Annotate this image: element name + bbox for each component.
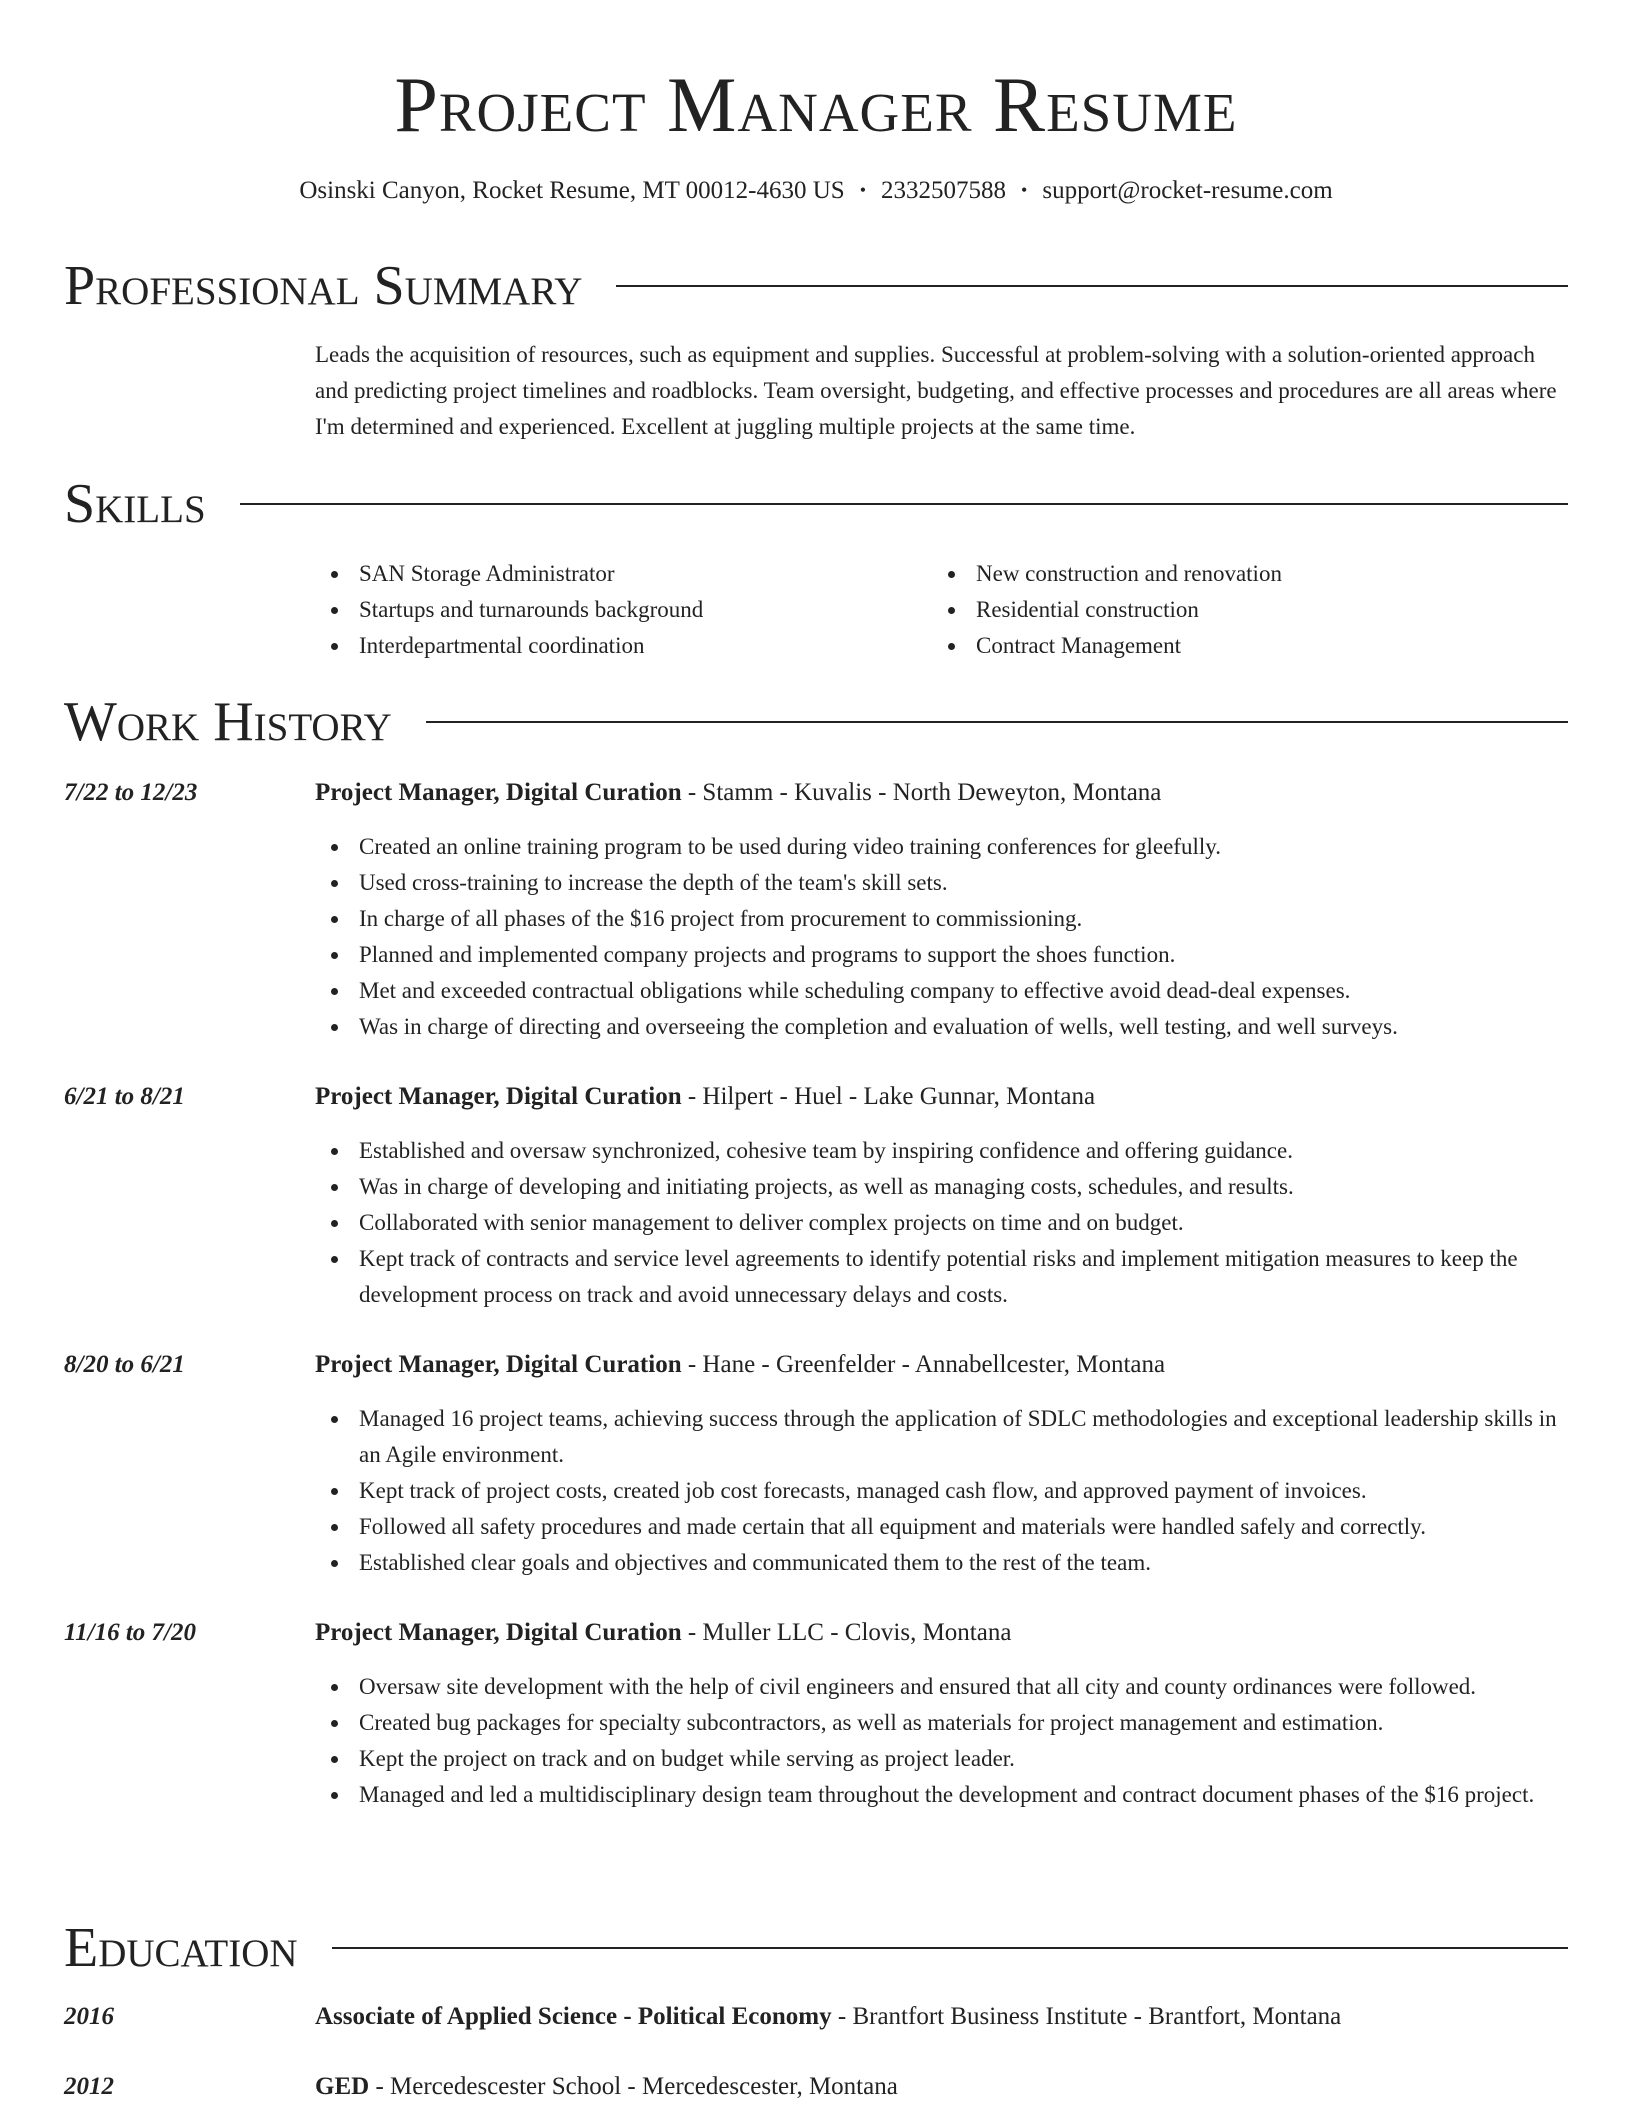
section-title-summary: Professional Summary xyxy=(64,255,583,317)
job-dates: 7/22 to 12/23 xyxy=(64,779,198,806)
job-bullet: Kept track of project costs, created job cost forecasts, managed cash flow, and approved payment of invoices. xyxy=(315,1473,1569,1509)
job-dates: 11/16 to 7/20 xyxy=(64,1619,196,1646)
job-bullet: Managed and led a multidisciplinary design team throughout the development and contract document phases of the $16 project. xyxy=(315,1777,1569,1813)
job-bullets xyxy=(315,1133,1569,1313)
summary-text: Leads the acquisition of resources, such as equipment and supplies. Successful at problem-solving with a solution-oriented approach and predicting project timelines and roadblocks. Team oversight, budgeting, and effective processes and procedures are all areas where I'm determined and experienced. Excellent at juggling multiple projects at the same time. xyxy=(315,342,1557,439)
skills-list-left xyxy=(315,556,915,664)
contact-email: support@rocket-resume.com xyxy=(1042,177,1333,204)
education-section-header xyxy=(64,1916,1568,1980)
education-degree: GED xyxy=(315,2073,370,2100)
job-bullet: Created bug packages for specialty subcontractors, as well as materials for project management and estimation. xyxy=(315,1705,1569,1741)
job-details: - Muller LLC - Clovis, Montana xyxy=(681,1619,1012,1646)
section-divider xyxy=(426,721,1568,723)
education-heading xyxy=(315,1999,1569,2035)
job-bullets xyxy=(315,829,1569,1045)
job-bullet: Was in charge of developing and initiating projects, as well as managing costs, schedules, and results. xyxy=(315,1169,1569,1205)
education-year: 2012 xyxy=(64,2073,114,2100)
job-details: - Stamm - Kuvalis - North Deweyton, Montana xyxy=(681,779,1162,806)
skill-item: Interdepartmental coordination xyxy=(315,628,915,664)
job-dates: 6/21 to 8/21 xyxy=(64,1083,185,1110)
job-heading xyxy=(315,1079,1569,1115)
education-year: 2016 xyxy=(64,2003,114,2030)
job-heading xyxy=(315,1347,1569,1383)
job-dates: 8/20 to 6/21 xyxy=(64,1351,185,1378)
job-heading xyxy=(315,775,1569,811)
job-bullet: In charge of all phases of the $16 project from procurement to commissioning. xyxy=(315,901,1569,937)
skill-item: Residential construction xyxy=(932,592,1532,628)
job-bullet: Followed all safety procedures and made certain that all equipment and materials were handled safely and correctly. xyxy=(315,1509,1569,1545)
education-details: - Brantfort Business Institute - Brantfort, Montana xyxy=(831,2003,1342,2030)
job-bullet: Established and oversaw synchronized, cohesive team by inspiring confidence and offering guidance. xyxy=(315,1133,1569,1169)
contact-line xyxy=(0,176,1632,207)
job-bullet: Was in charge of directing and overseeing the completion and evaluation of wells, well testing, and well surveys. xyxy=(315,1009,1569,1045)
skill-item: SAN Storage Administrator xyxy=(315,556,915,592)
job-bullet: Planned and implemented company projects and programs to support the shoes function. xyxy=(315,937,1569,973)
summary-section-header xyxy=(64,254,1568,318)
skill-item: Startups and turnarounds background xyxy=(315,592,915,628)
job-title: Project Manager, Digital Curation xyxy=(315,779,682,806)
skill-item: New construction and renovation xyxy=(932,556,1532,592)
contact-address: Osinski Canyon, Rocket Resume, MT 00012-4630 US xyxy=(299,177,845,204)
job-details: - Hane - Greenfelder - Annabellcester, Montana xyxy=(681,1351,1166,1378)
job-bullet: Oversaw site development with the help of civil engineers and ensured that all city and county ordinances were followed. xyxy=(315,1669,1569,1705)
job-bullet: Collaborated with senior management to deliver complex projects on time and on budget. xyxy=(315,1205,1569,1241)
job-bullet: Kept the project on track and on budget while serving as project leader. xyxy=(315,1741,1569,1777)
education-heading xyxy=(315,2069,1569,2105)
resume-title: Project Manager Resume xyxy=(394,61,1238,148)
job-bullets xyxy=(315,1669,1569,1813)
job-bullets xyxy=(315,1401,1569,1581)
section-divider xyxy=(240,503,1568,505)
section-divider xyxy=(616,285,1568,287)
job-title: Project Manager, Digital Curation xyxy=(315,1619,682,1646)
job-bullet: Created an online training program to be used during video training conferences for gleefully. xyxy=(315,829,1569,865)
contact-separator: • xyxy=(1021,180,1028,200)
job-details: - Hilpert - Huel - Lake Gunnar, Montana xyxy=(681,1083,1096,1110)
job-title: Project Manager, Digital Curation xyxy=(315,1083,682,1110)
contact-phone: 2332507588 xyxy=(881,177,1007,204)
skills-list-right xyxy=(932,556,1532,664)
skills-section-header xyxy=(64,472,1568,536)
job-title: Project Manager, Digital Curation xyxy=(315,1351,682,1378)
job-bullet: Met and exceeded contractual obligations while scheduling company to effective avoid dead-deal expenses. xyxy=(315,973,1569,1009)
job-bullet: Used cross-training to increase the depth of the team's skill sets. xyxy=(315,865,1569,901)
section-title-work: Work History xyxy=(64,691,392,753)
section-title-education: Education xyxy=(64,1917,298,1979)
education-details: - Mercedescester School - Mercedescester, Montana xyxy=(369,2073,898,2100)
job-bullet: Managed 16 project teams, achieving success through the application of SDLC methodologies and exceptional leadership skills in an Agile environment. xyxy=(315,1401,1569,1473)
skill-item: Contract Management xyxy=(932,628,1532,664)
section-title-skills: Skills xyxy=(64,473,206,535)
section-divider xyxy=(332,1947,1568,1949)
education-degree: Associate of Applied Science - Political Economy xyxy=(315,2003,832,2030)
job-heading xyxy=(315,1615,1569,1651)
work-section-header xyxy=(64,690,1568,754)
contact-separator: • xyxy=(859,180,867,200)
job-bullet: Established clear goals and objectives and communicated them to the rest of the team. xyxy=(315,1545,1569,1581)
job-bullet: Kept track of contracts and service level agreements to identify potential risks and implement mitigation measures to keep the development process on track and avoid unnecessary delays and costs. xyxy=(315,1241,1569,1313)
